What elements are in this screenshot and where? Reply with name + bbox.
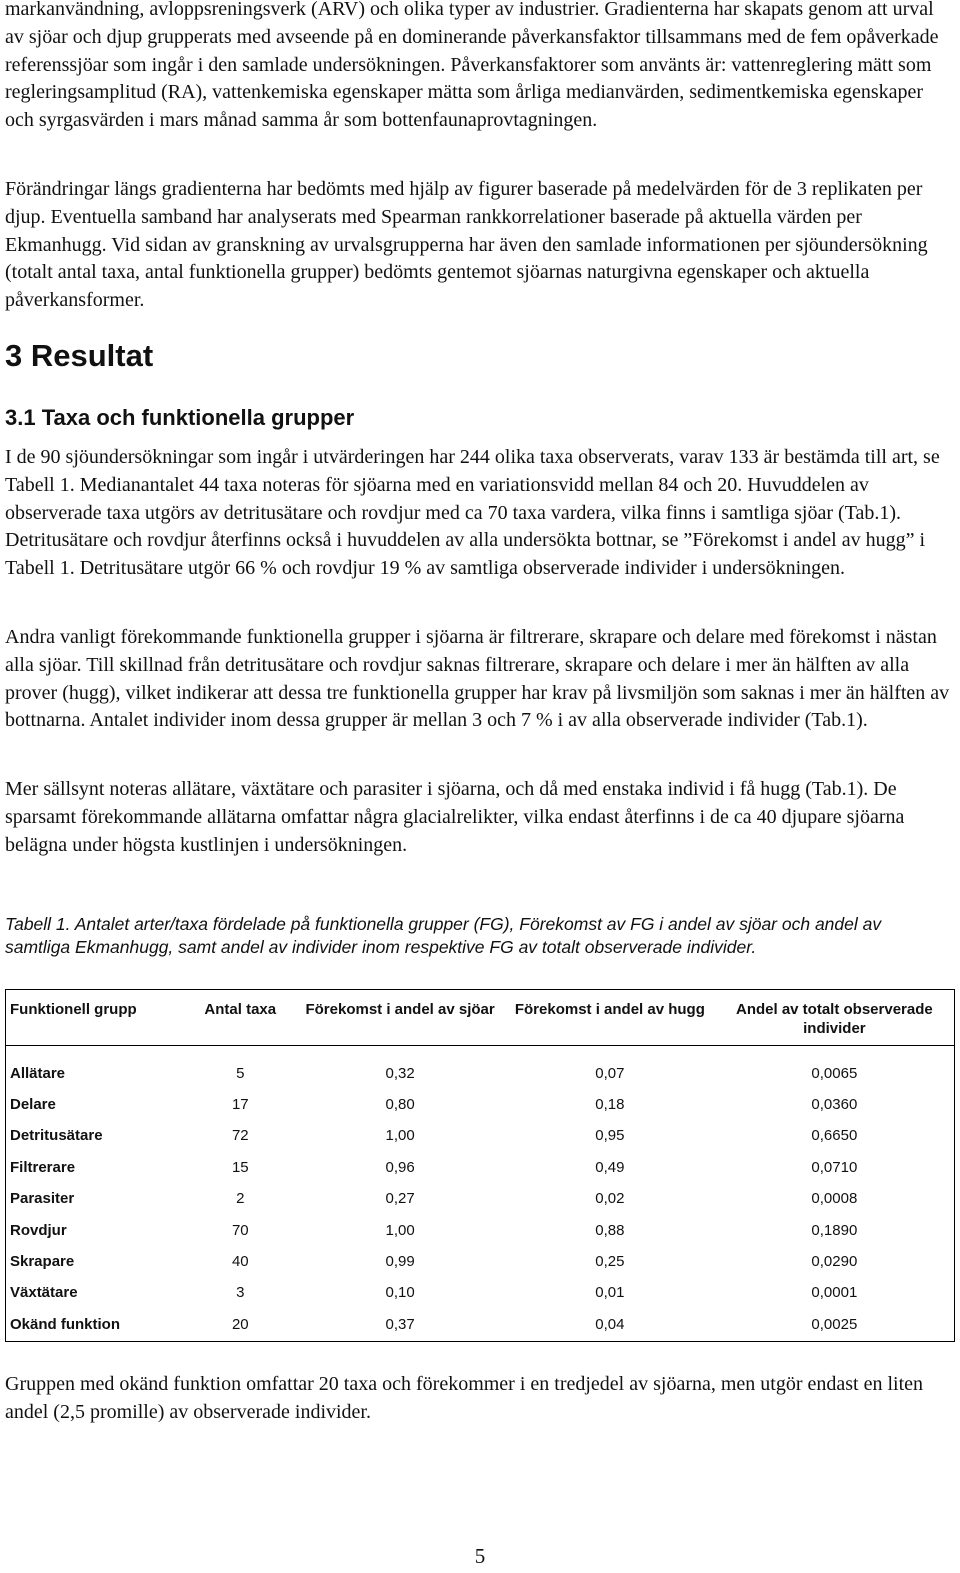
- lake-occurrence-cell: 0,27: [385, 1190, 415, 1208]
- table-row: [6, 1309, 955, 1341]
- individual-share-cell: 0,0025: [811, 1315, 858, 1333]
- sample-occurrence-cell: 0,01: [595, 1284, 625, 1302]
- taxa-count-cell: 5: [236, 1064, 245, 1082]
- taxa-count-cell: 72: [231, 1127, 249, 1145]
- section-heading-results: 3 Resultat: [5, 338, 154, 373]
- sample-occurrence-cell: 0,25: [595, 1253, 625, 1271]
- taxa-count-cell: 70: [231, 1221, 249, 1239]
- lake-occurrence-cell: 0,10: [385, 1284, 415, 1302]
- column-header-sample-occurrence: Förekomst i andel av hugg: [505, 990, 715, 1046]
- column-header-lake-occurrence: Förekomst i andel av sjöar: [295, 990, 505, 1046]
- lake-occurrence-cell: 1,00: [385, 1221, 415, 1239]
- individual-share-cell: 0,0008: [811, 1190, 858, 1208]
- table-row: [6, 1215, 955, 1246]
- sample-occurrence-cell: 0,18: [595, 1096, 625, 1114]
- page-number: 5: [474, 1544, 486, 1568]
- table-row: [6, 1046, 955, 1090]
- subsection-heading-taxa: 3.1 Taxa och funktionella grupper: [5, 405, 355, 430]
- sample-occurrence-cell: 0,49: [595, 1158, 625, 1176]
- taxa-count-cell: 17: [231, 1096, 249, 1114]
- table-body: [6, 1046, 955, 1342]
- body-paragraph-methods-gradients: markanvändning, avloppsreningsverk (ARV) och olika typer av industrier. Gradienterna har skapats genom att urval av sjöar och djup grupperats med avseende på en dominerande påverkansfaktor tillsammans med de fem opåverkade referenssjöar som ingår i den samlade undersökningen. Påverkansfaktorer som använts är: vattenreglering mätt som regleringsamplitud (RA), vattenkemiska egenskaper mätta som årliga medianvärden, sedimentkemiska egenskaper och syrgasvärden i mars månad samma år som bottenfaunaprovtagningen.: [5, 0, 939, 132]
- individual-share-cell: 0,0290: [811, 1253, 858, 1271]
- group-cell: Detritusätare: [10, 1127, 103, 1145]
- body-paragraph-methods-analysis: Förändringar längs gradienterna har bedömts med hjälp av figurer baserade på medelvärden för de 3 replikaten per djup. Eventuella samband har analyserats med Spearman rankkorrelationer baserade på aktuella värden per Ekmanhugg. Vid sidan av granskning av urvalsgrupperna har även den samlade informationen per sjöundersökning (totalt antal taxa, antal funktionella grupper) bedömts gentemot sjöarnas naturgivna egenskaper och aktuella påverkansformer.: [5, 178, 928, 312]
- table-row: [6, 1184, 955, 1215]
- lake-occurrence-cell: 0,37: [385, 1315, 415, 1333]
- group-cell: Växtätare: [10, 1284, 78, 1302]
- lake-occurrence-cell: 0,96: [385, 1158, 415, 1176]
- body-paragraph-common-groups: Andra vanligt förekommande funktionella grupper i sjöarna är filtrerare, skrapare och delare med förekomst i nästan alla sjöar. Till skillnad från detritusätare och rovdjur saknas filtrerare, skrapare och delare i mer än hälften av alla prover (hugg), vilket indikerar att dessa tre funktionella grupper har krav på livsmiljön som saknas i mer än hälften av bottnarna. Antalet individer inom dessa grupper är mellan 3 och 7 % i av alla observerade individer (Tab.1).: [5, 626, 950, 732]
- group-cell: Parasiter: [10, 1190, 75, 1208]
- table-row: [6, 1246, 955, 1277]
- sample-occurrence-cell: 0,07: [595, 1064, 625, 1082]
- individual-share-cell: 0,0001: [811, 1284, 858, 1302]
- individual-share-cell: 0,0360: [811, 1096, 858, 1114]
- group-cell: Okänd funktion: [10, 1315, 120, 1333]
- lake-occurrence-cell: 0,80: [385, 1096, 415, 1114]
- table-row: [6, 1278, 955, 1309]
- sample-occurrence-cell: 0,95: [595, 1127, 625, 1145]
- taxa-count-cell: 15: [231, 1158, 249, 1176]
- table-row: [6, 1089, 955, 1120]
- taxa-count-cell: 40: [231, 1253, 249, 1271]
- individual-share-cell: 0,0710: [811, 1158, 858, 1176]
- column-header-taxa-count: Antal taxa: [185, 990, 295, 1046]
- individual-share-cell: 0,6650: [811, 1127, 858, 1145]
- sample-occurrence-cell: 0,02: [595, 1190, 625, 1208]
- taxa-count-cell: 3: [236, 1284, 245, 1302]
- body-paragraph-rare-groups: Mer sällsynt noteras allätare, växtätare och parasiter i sjöarna, och då med enstaka individ i få hugg (Tab.1). De sparsamt förekommande allätarna omfattar några glacialrelikter, vilka endast återfinns i de ca 40 djupare sjöarna belägna under högsta kustlinjen i undersökningen.: [5, 778, 905, 856]
- group-cell: Filtrerare: [10, 1158, 76, 1176]
- column-header-group: Funktionell grupp: [6, 990, 186, 1046]
- group-cell: Rovdjur: [10, 1221, 67, 1239]
- table-row: [6, 1152, 955, 1183]
- functional-groups-table: [5, 989, 955, 1342]
- body-paragraph-taxa-overview: I de 90 sjöundersökningar som ingår i utvärderingen har 244 olika taxa observerats, varav 133 är bestämda till art, se Tabell 1. Medianantalet 44 taxa noteras för sjöarna med en variationsvidd mellan 84 och 20. Huvuddelen av observerade taxa utgörs av detritusätare och rovdjur med ca 70 taxa vardera, vilka finns i samtliga sjöar (Tab.1). Detritusätare och rovdjur återfinns också i huvuddelen av alla undersökta bottnar, se ”Förekomst i andel av hugg” i Tabell 1. Detritusätare utgör 66 % och rovdjur 19 % av samtliga observerade individer i undersökningen.: [5, 446, 940, 580]
- table-caption: Tabell 1. Antalet arter/taxa fördelade på funktionella grupper (FG), Förekomst av FG i andel av sjöar och andel av samtliga Ekmanhugg, samt andel av individer inom respektive FG av totalt observerade individer.: [5, 914, 882, 957]
- lake-occurrence-cell: 0,32: [385, 1064, 415, 1082]
- lake-occurrence-cell: 1,00: [385, 1127, 415, 1145]
- group-cell: Delare: [10, 1096, 56, 1114]
- sample-occurrence-cell: 0,88: [595, 1221, 625, 1239]
- sample-occurrence-cell: 0,04: [595, 1315, 625, 1333]
- column-header-individual-share: Andel av totalt observerade individer: [715, 990, 955, 1046]
- table-header-row: [6, 990, 955, 1046]
- individual-share-cell: 0,1890: [811, 1221, 858, 1239]
- lake-occurrence-cell: 0,99: [385, 1253, 415, 1271]
- table-row: [6, 1121, 955, 1152]
- group-cell: Skrapare: [10, 1253, 75, 1271]
- group-cell: Allätare: [10, 1064, 66, 1082]
- individual-share-cell: 0,0065: [811, 1064, 858, 1082]
- body-paragraph-unknown-group: Gruppen med okänd funktion omfattar 20 taxa och förekommer i en tredjedel av sjöarna, men utgör endast en liten andel (2,5 promille) av observerade individer.: [5, 1373, 924, 1423]
- taxa-count-cell: 2: [236, 1190, 245, 1208]
- taxa-count-cell: 20: [231, 1315, 249, 1333]
